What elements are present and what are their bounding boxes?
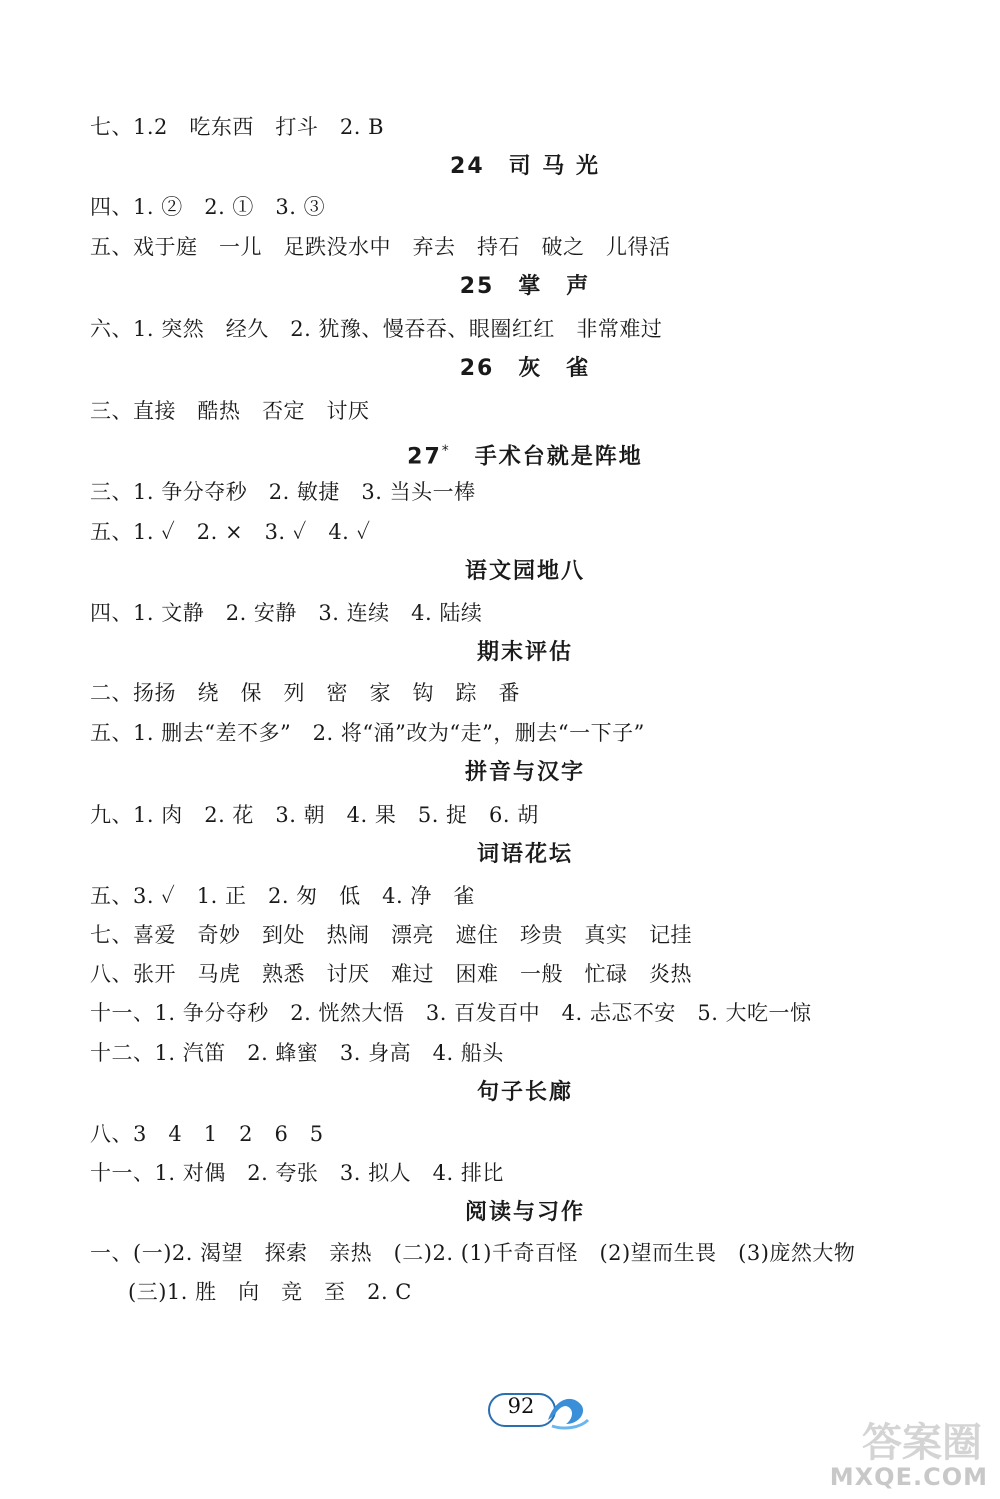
answer-line: 四、1. ② 2. ① 3. ③ bbox=[90, 195, 326, 219]
answer-line: 十二、1. 汽笛 2. 蜂蜜 3. 身高 4. 船头 bbox=[90, 1041, 504, 1065]
answer-line: 五、1. 删去“差不多” 2. 将“涌”改为“走”，删去“一下子” bbox=[90, 721, 645, 745]
answer-line: 三、直接 酷热 否定 讨厌 bbox=[90, 399, 370, 423]
section-title: 语文园地八 bbox=[464, 559, 585, 584]
section-title: 阅读与习作 bbox=[464, 1200, 585, 1225]
section-name: 手术台就是阵地 bbox=[450, 444, 643, 470]
section-title: 期末评估 bbox=[476, 640, 573, 665]
answer-line: (三)1. 胜 向 竞 至 2. C bbox=[128, 1280, 412, 1304]
answer-line: 八、3 4 1 2 6 5 bbox=[90, 1122, 324, 1146]
section-title: 拼音与汉字 bbox=[464, 760, 585, 785]
section-title: 26 灰 雀 bbox=[459, 356, 591, 381]
section-title: 25 掌 声 bbox=[459, 274, 591, 299]
page-number: 92 bbox=[507, 1394, 535, 1418]
asterisk-mark: * bbox=[441, 443, 451, 459]
answer-line: 十一、1. 争分夺秒 2. 恍然大悟 3. 百发百中 4. 忐忑不安 5. 大吃一惊 bbox=[90, 1001, 812, 1025]
answer-line: 五、1. ✓ 2. × 3. ✓ 4. ✓ bbox=[90, 520, 371, 544]
answer-line: 二、扬扬 绕 保 列 密 家 钩 踪 番 bbox=[90, 681, 520, 705]
watermark-site: MXQE.COM bbox=[829, 1463, 988, 1491]
section-title: 24 司 马 光 bbox=[450, 154, 600, 179]
section-title: 句子长廊 bbox=[476, 1080, 573, 1105]
section-number: 27 bbox=[407, 444, 442, 470]
answer-line: 十一、1. 对偶 2. 夸张 3. 拟人 4. 排比 bbox=[90, 1161, 504, 1185]
watermark-logo: 答案圈 bbox=[862, 1420, 982, 1466]
watermark bbox=[758, 1411, 988, 1491]
answer-line: 九、1. 肉 2. 花 3. 朝 4. 果 5. 捉 6. 胡 bbox=[90, 803, 539, 827]
answer-line: 七、喜爱 奇妙 到处 热闹 漂亮 遮住 珍贵 真实 记挂 bbox=[90, 923, 692, 947]
answer-line: 五、戏于庭 一儿 足跌没水中 弃去 持石 破之 儿得活 bbox=[90, 235, 671, 259]
answer-line: 六、1. 突然 经久 2. 犹豫、慢吞吞、眼圈红红 非常难过 bbox=[90, 317, 663, 341]
answer-line: 一、(一)2. 渴望 探索 亲热 (二)2. (1)千奇百怪 (2)望而生畏 (3)庞然大物 bbox=[90, 1241, 856, 1265]
answer-line: 五、3. ✓ 1. 正 2. 匆 低 4. 净 雀 bbox=[90, 884, 475, 908]
page-number-badge bbox=[486, 1390, 566, 1430]
section-title: 词语花坛 bbox=[476, 842, 573, 867]
section-title bbox=[300, 436, 750, 472]
answer-line: 八、张开 马虎 熟悉 讨厌 难过 困难 一般 忙碌 炎热 bbox=[90, 962, 692, 986]
answer-line: 四、1. 文静 2. 安静 3. 连续 4. 陆续 bbox=[90, 601, 483, 625]
answer-line: 七、1.2 吃东西 打斗 2. B bbox=[90, 115, 385, 139]
answer-line: 三、1. 争分夺秒 2. 敏捷 3. 当头一棒 bbox=[90, 480, 476, 504]
